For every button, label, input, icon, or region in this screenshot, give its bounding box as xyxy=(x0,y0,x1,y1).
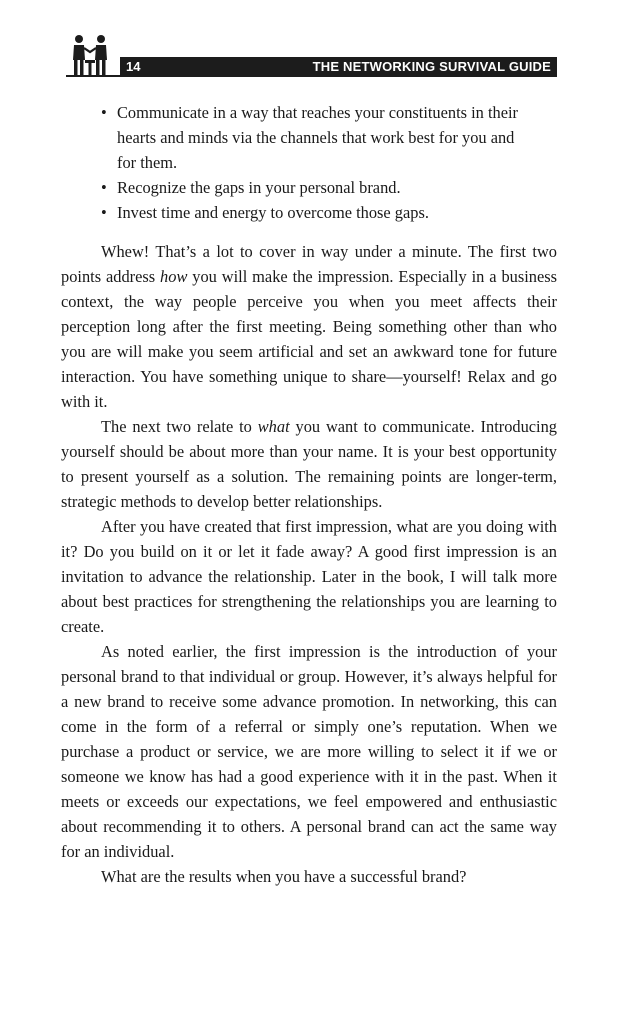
list-item: • Recognize the gaps in your personal brand. xyxy=(117,175,557,200)
emphasis: what xyxy=(257,417,290,436)
bullet-list xyxy=(61,100,557,225)
paragraph: After you have created that first impression, what are you doing with it? Do you build on it or let it fade away? A good first impression is an invitation to advance the relationship. Later in the book, I will talk more about best practices for strengthening the relationships you are learning to create. xyxy=(61,517,557,636)
page-number: 14 xyxy=(126,59,141,74)
body-text xyxy=(61,100,557,889)
paragraph xyxy=(61,239,557,414)
text-run: you want to communicate. Introducing yourself should be about more than your name. It is your best opportunity to present yourself as a solution. The remaining points are longer-term, strategic methods to develop better relationships. xyxy=(61,417,558,511)
list-item: • Communicate in a way that reaches your constituents in their hearts and minds via the channels that work best for you and for them. xyxy=(117,100,557,175)
handshake-figures-icon xyxy=(60,30,120,78)
running-title: THE NETWORKING SURVIVAL GUIDE xyxy=(312,59,551,74)
text-run: you will make the impression. Especially in a business context, the way people perceive you when you meet affects their perception long after the first meeting. Being something other than who you are will make you seem artificial and set an awkward tone for future interaction. You have something unique to share—yourself! Relax and go with it. xyxy=(61,267,557,411)
emphasis: how xyxy=(160,267,188,286)
paragraph xyxy=(61,414,557,514)
header-bar xyxy=(120,57,557,77)
text-run: Whew! That’s a lot to cover in way under a minute. The first two points address xyxy=(61,242,557,286)
page-header xyxy=(60,30,557,78)
text-run: The next two relate to xyxy=(101,417,258,436)
list-item: • Invest time and energy to overcome those gaps. xyxy=(117,200,557,225)
paragraph: What are the results when you have a successful brand? xyxy=(101,867,467,886)
paragraph: As noted earlier, the first impression is the introduction of your personal brand to that individual or group. However, it’s always helpful for a new brand to receive some advance promotion. In networking, this can come in the form of a referral or simply one’s reputation. When we purchase a product or service, we are more willing to select it if we or someone we know has had a good experience with it in the past. When it meets or exceeds our expectations, we feel empowered and enthusiastic about recommending it to others. A personal brand can act the same way for an individual. xyxy=(61,642,557,861)
